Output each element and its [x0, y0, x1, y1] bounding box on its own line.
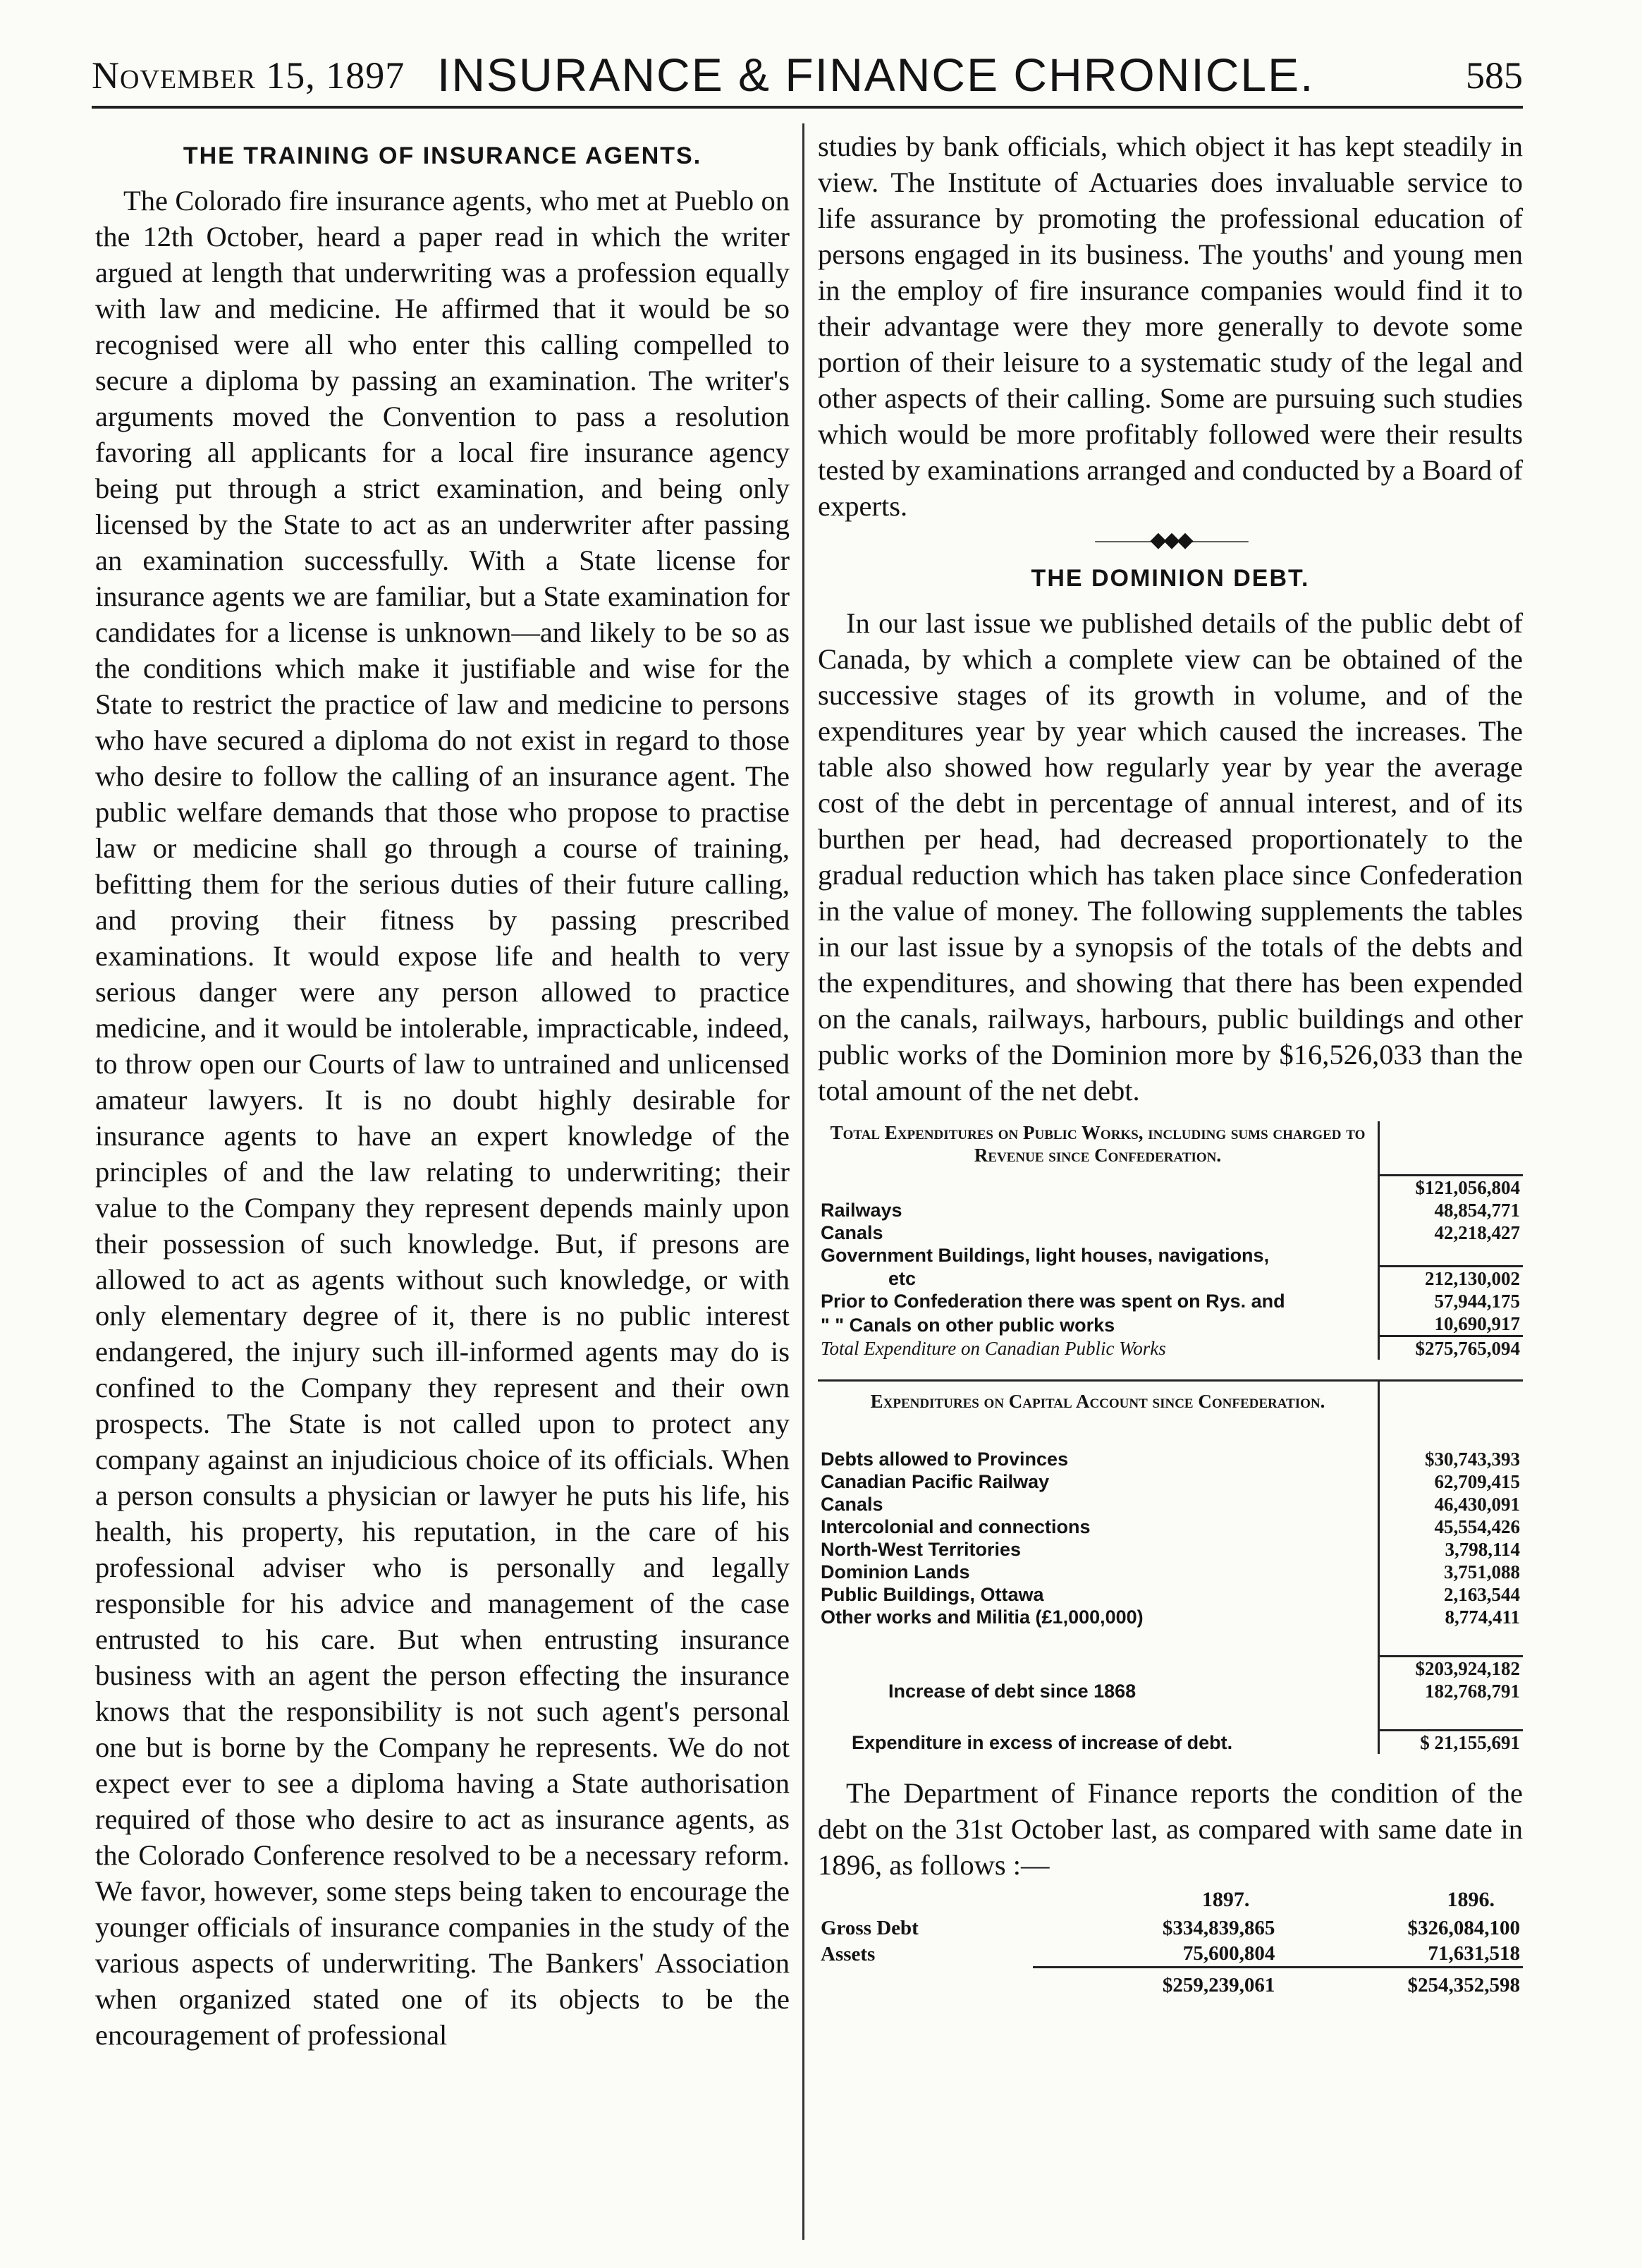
article-title-dominion-debt: THE DOMINION DEBT. [1031, 565, 1310, 592]
table-row: Dominion Lands 3,751,088 [818, 1561, 1523, 1583]
page-header [92, 48, 1523, 104]
year-header: 1896. [1447, 1888, 1495, 1911]
table-row: Prior to Confederation there was spent on Rys. and 57,944,175 [818, 1290, 1523, 1312]
article-paragraph: The Colorado fire insurance agents, who met at Pueblo on the 12th October, heard a paper read in which the writer argued at length that underwriting was a profession equally with law and medicine. He affirmed that it would be so recognised were all who enter this calling compelled to secure a diploma by passing an examination. The writer's arguments moved the Convention to pass a resolution favoring all applicants for a local fire insurance agency being put through a strict examination, and being only licensed by the State to act as an underwriter after passing an examination successfully. With a State license for insurance agents we are familiar, but a State examination for candidates for a license is unknown—and likely to be so as the conditions which make it justifiable and wise for the State to restrict the practice of law and medicine to persons who have secured a diploma do not exist in regard to those who desire to follow the calling of an insurance agent. The public welfare demands that those who propose to practise law or medicine shall go through a course of training, befitting them for the serious duties of their future calling, and proving their fitness by passing prescribed examinations. It would expose life and health to very serious danger were any person allowed to practice medicine, and it would be intolerable, impracticable, indeed, to throw open our Courts of law to untrained and unlicensed amateur lawyers. It is no doubt highly desirable for insurance agents to have an expert knowledge of the principles of and the law relating to underwriting; their value to the Company they represent depends mainly upon their possession of such knowledge. But, if presons are allowed to act as agents without such knowledge, or with only elementary degree of it, there is no public interest endangered, the injury such ill-informed agents may do is confined to the Company they represent and their own prospects. The State is not called upon to protect any company against an injudicious choice of its officials. When a person consults a physician or lawyer he puts his life, his health, his property, his reputation, in the care of his professional adviser who is personally and legally responsible for his advice and management of the case entrusted to his care. But when entrusting insurance business with an agent the person effecting the insurance knows that the responsibility is not such agent's personal one but is borne by the Company he represents. We do not expect ever to see a diploma having a State authorisation required of those who desire to act as insurance agents, as the Colorado Conference resolved to be a necessary reform. We favor, however, some steps being taken to encourage the younger officials of insurance companies in the study of the various aspects of underwriting. The Bankers' Association when organized stated one of its objects to be the encouragement of professional [95, 185, 790, 2051]
table-heading: Expenditures on Capital Account since Confederation. [870, 1391, 1325, 1412]
header-rule [92, 106, 1523, 109]
article-continuation: studies by bank officials, which object it has kept steadily in view. The Institute of Actuaries does invaluable service to life assurance by promoting the professional education of persons engaged in its business. The youths' and young men in the employ of fire insurance companies would find it to their advantage were they more generally to devote some portion of their leisure to a systematic study of the legal and other aspects of their calling. Some are pursuing such studies which would be more profitably followed were their results tested by examinations arranged and conducted by a Board of experts. [818, 130, 1523, 522]
debt-comparison-table [818, 1887, 1523, 1998]
page-number: 585 [1466, 54, 1523, 97]
table-row: North-West Territories 3,798,114 [818, 1538, 1523, 1561]
table-row: Railways 48,854,771 [818, 1199, 1523, 1221]
table-row: Other works and Militia (£1,000,000) 8,774,411 [818, 1606, 1523, 1628]
table-row: Canals 42,218,427 [818, 1221, 1523, 1244]
table-row: Assets 75,600,804 71,631,518 [821, 1942, 1520, 1965]
table-row: Intercolonial and connections 45,554,426 [818, 1516, 1523, 1538]
article-title-training: THE TRAINING OF INSURANCE AGENTS. [183, 142, 702, 169]
table-row: Public Buildings, Ottawa 2,163,544 [818, 1583, 1523, 1606]
table-row: Canadian Pacific Railway 62,709,415 [818, 1470, 1523, 1493]
table-total-row: $259,239,061 $254,352,598 [818, 1968, 1523, 1999]
table-row: etc 212,130,002 [818, 1267, 1523, 1291]
left-column [95, 128, 790, 2240]
table-row: Gross Debt $334,839,865 $326,084,100 [821, 1917, 1520, 1939]
table-heading: Total Expenditures on Public Works, including sums charged to Revenue since Confederation. [830, 1122, 1366, 1166]
ornament-divider: ———◆◆◆——— [1095, 528, 1246, 551]
article-paragraph-debt: In our last issue we published details of the public debt of Canada, by which a complete view can be obtained of the successive stages of its growth in volume, and of the expenditures year by year which caused the increases. The table also showed how regularly year by year the average cost of the debt in percentage of annual interest, and of its burthen per head, had decreased proportionately to the gradual reduction which has taken place since Confederation in the value of money. The following supplements the tables in our last issue by a synopsis of the totals of the debts and the expenditures, and showing that there has been expended on the canals, railways, harbours, public buildings and other public works of the Dominion more by $16,526,033 than the total amount of the net debt. [818, 607, 1523, 1106]
issue-date: November 15, 1897 [92, 54, 405, 97]
capital-account-table [818, 1379, 1523, 1754]
table-total-row: Expenditure in excess of increase of debt. $ 21,155,691 [818, 1731, 1523, 1755]
table-total-row: Total Expenditure on Canadian Public Works $275,765,094 [818, 1336, 1523, 1360]
column-divider [802, 123, 804, 2240]
right-column [818, 128, 1523, 2240]
table-row: Increase of debt since 1868 182,768,791 [818, 1680, 1523, 1702]
table-row: Canals 46,430,091 [818, 1493, 1523, 1516]
year-header: 1897. [1201, 1888, 1250, 1911]
publication-title: INSURANCE & FINANCE CHRONICLE. [437, 49, 1315, 101]
table-amount: $121,056,804 [1379, 1175, 1524, 1199]
table-subtotal-row: $203,924,182 [818, 1657, 1523, 1681]
table-row: Government Buildings, light houses, navigations, [818, 1244, 1523, 1267]
table-row: " " Canals on other public works 10,690,917 [818, 1312, 1523, 1336]
article-closing-paragraph: The Department of Finance reports the condition of the debt on the 31st October last, as compared with same date in 1896, as follows :— [818, 1777, 1523, 1881]
table-row: Debts allowed to Provinces $30,743,393 [818, 1448, 1523, 1470]
public-works-table [818, 1121, 1523, 1360]
